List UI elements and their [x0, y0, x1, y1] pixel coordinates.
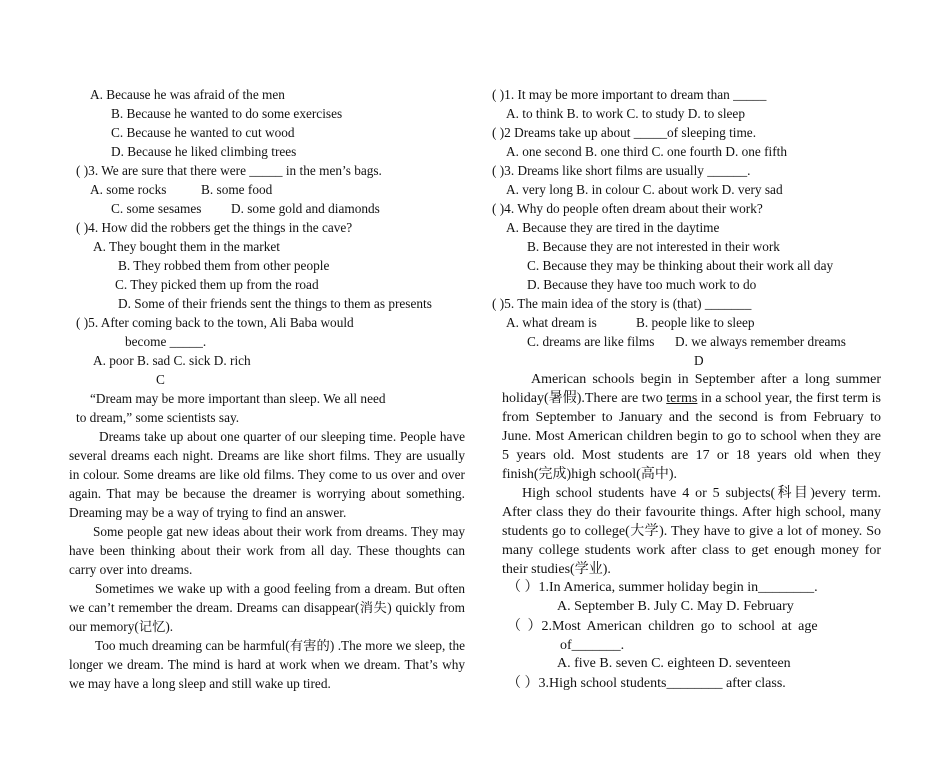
d-q2-question-cont: of_______. [560, 638, 625, 653]
b-q5-question-cont: become _____. [125, 334, 207, 349]
d-q1-options: A. September B. July C. May D. February [557, 599, 794, 614]
section-d-letter: D [694, 353, 704, 368]
c-q1-options: A. to think B. to work C. to study D. to sleep [506, 106, 745, 121]
b-q4-option-c: C. They picked them up from the road [115, 277, 319, 292]
section-c-letter: C [156, 372, 165, 387]
c-q3-options: A. very long B. in colour C. about work D. very sad [506, 182, 783, 197]
d-paragraph-1 [502, 370, 881, 484]
c-q4-option-a: A. Because they are tired in the daytime [506, 220, 720, 235]
b-q5-question: ( )5. After coming back to the town, Ali Baba would [76, 315, 354, 330]
d-term-underlined: terms [666, 391, 698, 406]
b-q3-option-d: D. some gold and diamonds [231, 201, 380, 216]
c-q5-option-b: B. people like to sleep [636, 315, 755, 330]
b-q3-question: ( )3. We are sure that there were _____ in the men’s bags. [76, 163, 382, 178]
b-q4-option-d: D. Some of their friends sent the things to them as presents [118, 296, 432, 311]
d-q1-question: （ ）1.In America, summer holiday begin in________. [507, 580, 818, 595]
c-q4-option-b: B. Because they are not interested in their work [527, 239, 780, 254]
b-q3-option-a: A. some rocks [90, 182, 167, 197]
b-q2-option-a: A. Because he was afraid of the men [90, 87, 285, 102]
c-q5-question: ( )5. The main idea of the story is (that) _______ [492, 296, 752, 311]
c-q4-option-c: C. Because they may be thinking about their work all day [527, 258, 834, 273]
c-q3-question: ( )3. Dreams like short films are usually ______. [492, 163, 751, 178]
b-q3-option-b: B. some food [201, 182, 273, 197]
b-q4-option-a: A. They bought them in the market [93, 239, 280, 254]
c-q4-option-d: D. Because they have too much work to do [527, 277, 757, 292]
c-q1-question: ( )1. It may be more important to dream than _____ [492, 87, 767, 102]
b-q4-option-b: B. They robbed them from other people [118, 258, 330, 273]
b-q3-option-c: C. some sesames [111, 201, 202, 216]
c-paragraph-3: Sometimes we wake up with a good feeling from a dream. But often we can’t remember the dream. Dreams can disappear(消失) quickly from our memory(记忆). [69, 581, 465, 634]
d-q2-question: （ ）2.Most American children go to school at age [507, 619, 818, 634]
c-q2-options: A. one second B. one third C. one fourth D. one fifth [506, 144, 788, 159]
c-q2-question: ( )2 Dreams take up about _____of sleeping time. [492, 125, 757, 140]
c-paragraph-4: Too much dreaming can be harmful(有害的) .The more we sleep, the longer we dream. The mind is hard at work when we dream. That’s why we may have a long sleep and still wake up tired. [69, 638, 465, 691]
c-q4-question: ( )4. Why do people often dream about their work? [492, 201, 763, 216]
d-paragraph-1-start: American schools begin in September after a long summer holiday(暑假).There are two [502, 372, 881, 406]
b-q2-option-b: B. Because he wanted to do some exercises [111, 106, 343, 121]
c-q5-option-a: A. what dream is [506, 315, 597, 330]
c-intro-line-2: to dream,” some scientists say. [76, 410, 240, 425]
c-paragraph-1: Dreams take up about one quarter of our sleeping time. People have several dreams each night. Dreams are like short films. They are usually in colour. Some dreams are like old films. They come to us over and over again. That may be because the dreamer is worrying about something. Dreaming may be a way of trying to find an answer. [69, 429, 465, 520]
b-q2-option-c: C. Because he wanted to cut wood [111, 125, 295, 140]
d-paragraph-2: High school students have 4 or 5 subjects(科目)every term. After class they do their favourite things. After high school, many students go to college(大学). They have to give a lot of money. So many college students work after class to get enough money for their studies(学业). [502, 486, 881, 577]
b-q5-options: A. poor B. sad C. sick D. rich [93, 353, 251, 368]
c-intro-line-1: “Dream may be more important than sleep. We all need [90, 391, 386, 406]
c-q5-option-d: D. we always remember dreams [675, 334, 846, 349]
d-paragraph-1-end: in a school year, the first term is from September to January and the second is from February to June. Most American children begin to go to school when they are 5 years old. Most students are 17 or 18 years old when they finish(完成)high school(高中). [502, 391, 881, 482]
b-q4-question: ( )4. How did the robbers get the things in the cave? [76, 220, 353, 235]
c-q5-option-c: C. dreams are like films [527, 334, 655, 349]
d-q3-question: （ ）3.High school students________ after class. [507, 676, 786, 691]
b-q2-option-d: D. Because he liked climbing trees [111, 144, 297, 159]
d-q2-options: A. five B. seven C. eighteen D. seventeen [557, 656, 791, 671]
c-paragraph-2: Some people gat new ideas about their work from dreams. They may have been thinking about their work from all day. These thoughts can carry over into dreams. [69, 524, 465, 577]
